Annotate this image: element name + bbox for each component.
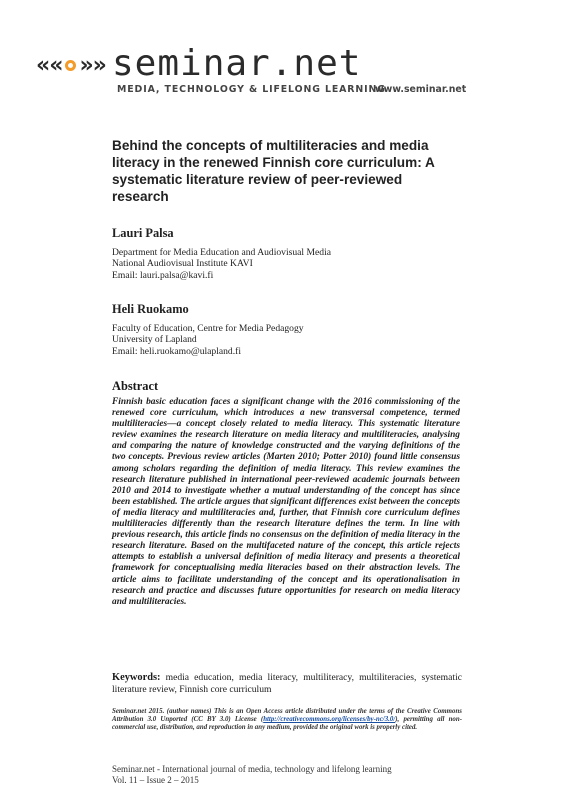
abstract-body: Finnish basic education faces a significant change with the 2016 commissioning of the renewed core curriculum, which introduces a new transversal competence, termed multiliteracies—a concept closely related to media literacy. This systematic literature review examines the research literature on media literacy and multiliteracies, analysing and comparing the nature of knowledge constructed and the varying definitions of the two concepts. Previous review articles (Marten 2010; Potter 2010) found little consensus among scholars regarding the definition of media literacy. This review examines the research literature published in international peer-reviewed academic journals between 2010 and 2014 to investigate whether a mutual understanding of the concept has since been established. The article argues that significant differences exist between the concepts of media literacy and multiliteracies and, further, that Finnish core curriculum defines multiliteracies differently than the research literature defines the term. In line with previous research, this article finds no consensus on the definition of media literacy in the research literature. Based on the multifaceted nature of the concept, this article rejects attempts to establish a universal definition of media literacy and presents a theoretical framework for conceptualising media literacies based on their abstraction levels. The article aims to facilitate understanding of the concept and its operationalisation in research and practice and discusses future opportunities for research on media literacy and multiliteracies. [112, 397, 460, 607]
license-text: Seminar.net 2015. (author names) This is an Open Access article distributed under the terms of the Creative Commons Attribution 3.0 Unported (CC BY 3.0) License ( [112, 708, 462, 724]
keywords-label: Keywords: [112, 672, 161, 683]
author-affiliation: National Audiovisual Institute KAVI [112, 258, 253, 270]
author-email[interactable]: Email: heli.ruokamo@ulapland.fi [112, 345, 241, 357]
logo-chevrons-left: «« [36, 53, 63, 78]
keywords-list: media education, media literacy, multiliteracy, multiliteracies, systematic literature review, Finnish core curriculum [112, 672, 462, 695]
author-email[interactable]: Email: lauri.palsa@kavi.fi [112, 269, 214, 281]
author-block [112, 226, 472, 281]
logo-circle-icon [65, 60, 76, 71]
footer-volume-issue: Vol. 11 – Issue 2 – 2015 [112, 774, 199, 785]
seminar-logo-wordmark: seminar.net [112, 43, 362, 84]
author-affiliation: University of Lapland [112, 334, 197, 346]
article-title: Behind the concepts of multiliteracies and media literacy in the renewed Finnish core curriculum: A systematic literature review of peer-reviewed research [112, 138, 435, 204]
author-name: Heli Ruokamo [112, 302, 189, 316]
seminar-logo-mark [36, 53, 106, 78]
license-notice [112, 708, 462, 733]
license-text-end: ), permitting all non-commercial use, distribution, and reproduction in any medium, provided the original work is properly cited. [112, 716, 462, 732]
journal-website-link[interactable]: www.seminar.net [375, 84, 467, 95]
logo-chevrons-right: »» [79, 53, 106, 78]
author-name: Lauri Palsa [112, 226, 174, 240]
keywords [112, 672, 462, 696]
journal-tagline: MEDIA, TECHNOLOGY & LIFELONG LEARNING [117, 84, 386, 95]
author-affiliation: Faculty of Education, Centre for Media Pedagogy [112, 323, 304, 334]
license-link[interactable]: http://creativecommons.org/licenses/by-nc/3.0/ [263, 716, 396, 724]
author-affiliation: Department for Media Education and Audiovisual Media [112, 247, 331, 258]
abstract-heading: Abstract [112, 379, 159, 393]
page-footer [112, 764, 392, 786]
author-block [112, 302, 472, 357]
footer-journal-name: Seminar.net - International journal of media, technology and lifelong learning [112, 764, 392, 774]
